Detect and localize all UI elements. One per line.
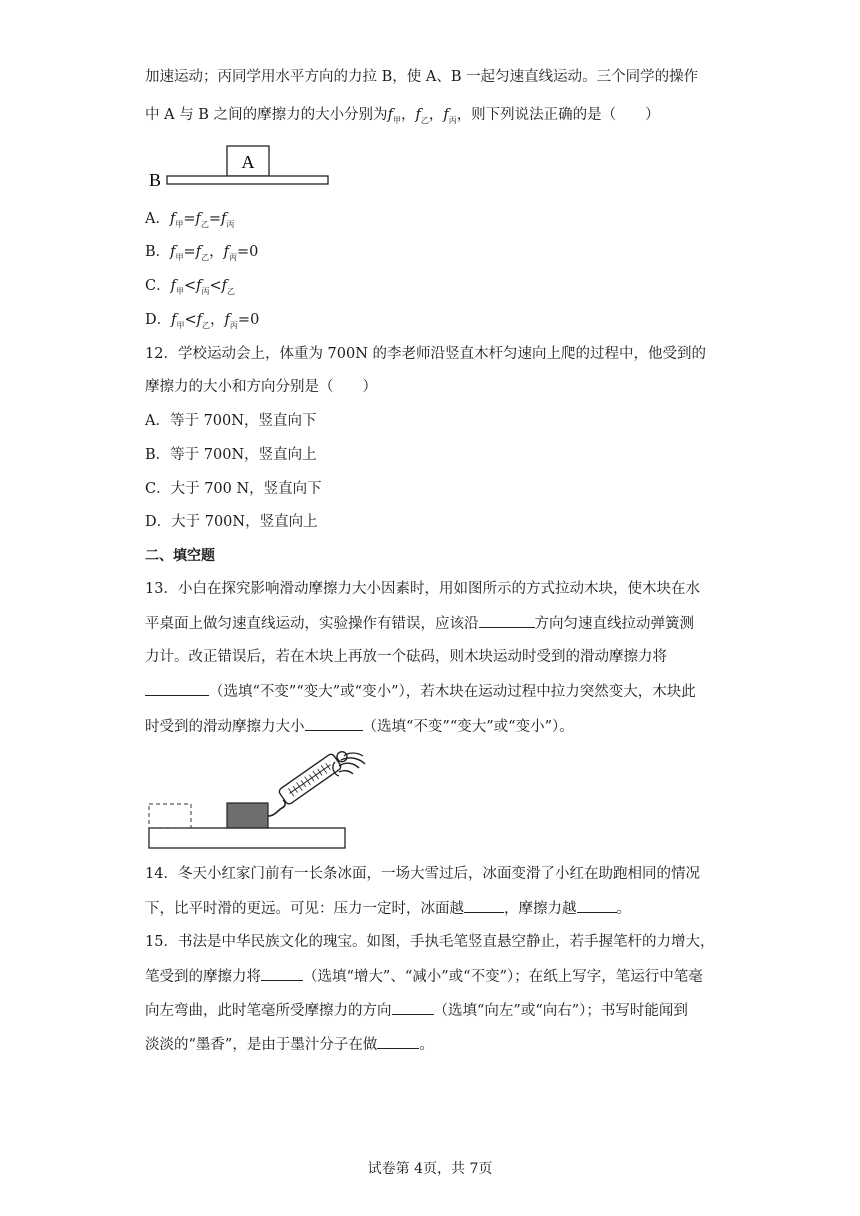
dashed-block-outline <box>149 804 191 828</box>
board-b-label: B <box>149 170 162 190</box>
q12-option-c: C．大于 700 N，竖直向下 <box>145 481 322 497</box>
q11-line2: 中 A 与 B 之间的摩擦力的大小分别为$f_甲$，$f_乙$，$f_丙$，则下列说法正确的是（ ） <box>145 107 660 125</box>
q11-option-d: D．$f_甲<f_乙$，$f_丙=0$ <box>145 312 260 330</box>
section-fill-in-blank: 二、填空题 <box>145 548 215 564</box>
q12-option-b: B．等于 700N，竖直向上 <box>145 447 317 463</box>
q14-line2: 下，比平时滑的更远。可见：压力一定时，冰面越 ，摩擦力越 。 <box>145 898 631 919</box>
f-bing: $f_丙$ <box>443 107 457 125</box>
q15-blank-3 <box>377 1034 419 1049</box>
f-jia: $f_甲$ <box>387 107 401 125</box>
q13-blank-3 <box>305 716 363 731</box>
q12-option-d: D．大于 700N，竖直向上 <box>145 514 318 530</box>
q15-blank-1 <box>261 966 303 981</box>
q12-option-a: A．等于 700N，竖直向下 <box>145 413 317 429</box>
q13-line1: 13．小白在探究影响滑动摩擦力大小因素时，用如图所示的方式拉动木块，使木块在水 <box>145 581 700 597</box>
board-b <box>167 176 328 184</box>
q11-line1: 加速运动；丙同学用水平方向的力拉 B，使 A、B 一起匀速直线运动。三个同学的操作 <box>145 69 699 85</box>
q13-figure <box>145 752 370 852</box>
q14-line1: 14．冬天小红家门前有一长条冰面，一场大雪过后，冰面变滑了小红在助跑相同的情况 <box>145 866 700 882</box>
q15-line2: 笔受到的摩擦力将 （选填“增大”、“减小”或“不变”）；在纸上写字，笔运行中笔毫 <box>145 966 703 987</box>
block-a-label: A <box>241 152 255 172</box>
q13-line5: 时受到的滑动摩擦力大小 （选填“不变”“变大”或“变小”）。 <box>145 716 574 737</box>
q14-blank-2 <box>577 898 617 913</box>
q13-line3: 力计。改正错误后，若在木块上再放一个砝码，则木块运动时受到的滑动摩擦力将 <box>145 649 667 665</box>
q14-blank-1 <box>464 898 504 913</box>
q15-line3: 向左弯曲，此时笔毫所受摩擦力的方向 （选填“向左”或“向右”）；书写时能闻到 <box>145 1000 688 1021</box>
spring-scale <box>278 746 351 805</box>
q13-line4: （选填“不变”“变大”或“变小”），若木块在运动过程中拉力突然变大，木块此 <box>145 681 696 702</box>
q13-blank-1 <box>479 613 535 628</box>
q15-line1: 15．书法是中华民族文化的瑰宝。如图，手执毛笔竖直悬空静止，若手握笔杆的力增大， <box>145 934 715 950</box>
q11-option-c: C．$f_甲<f_丙<f_乙$ <box>145 278 236 296</box>
wooden-block <box>227 803 268 828</box>
page-footer: 试卷第 4页，共 7页 <box>367 1161 493 1177</box>
q15-line4: 淡淡的“墨香”，是由于墨汁分子在做 。 <box>145 1034 434 1055</box>
q11-option-b: B．$f_甲=f_乙$，$f_丙=0$ <box>145 244 259 262</box>
q11-line2-pre: 中 A 与 B 之间的摩擦力的大小分别为 <box>145 107 388 123</box>
q11-figure <box>145 142 335 192</box>
q15-blank-2 <box>392 1000 434 1015</box>
q12-line2: 摩擦力的大小和方向分别是（ ） <box>145 379 377 395</box>
q13-line2: 平桌面上做匀速直线运动，实验操作有错误，应该沿 方向匀速直线拉动弹簧测 <box>145 613 694 634</box>
f-yi: $f_乙$ <box>415 107 429 125</box>
q12-line1: 12．学校运动会上，体重为 700N 的李老师沿竖直木杆匀速向上爬的过程中，他受到的 <box>145 346 707 362</box>
scale-hook <box>268 800 285 816</box>
q11-option-a: A．$f_甲=f_乙=f_丙$ <box>145 211 235 229</box>
q13-blank-2 <box>145 681 209 696</box>
table-surface <box>149 828 345 848</box>
q11-line2-post: ，则下列说法正确的是（ ） <box>456 107 660 123</box>
